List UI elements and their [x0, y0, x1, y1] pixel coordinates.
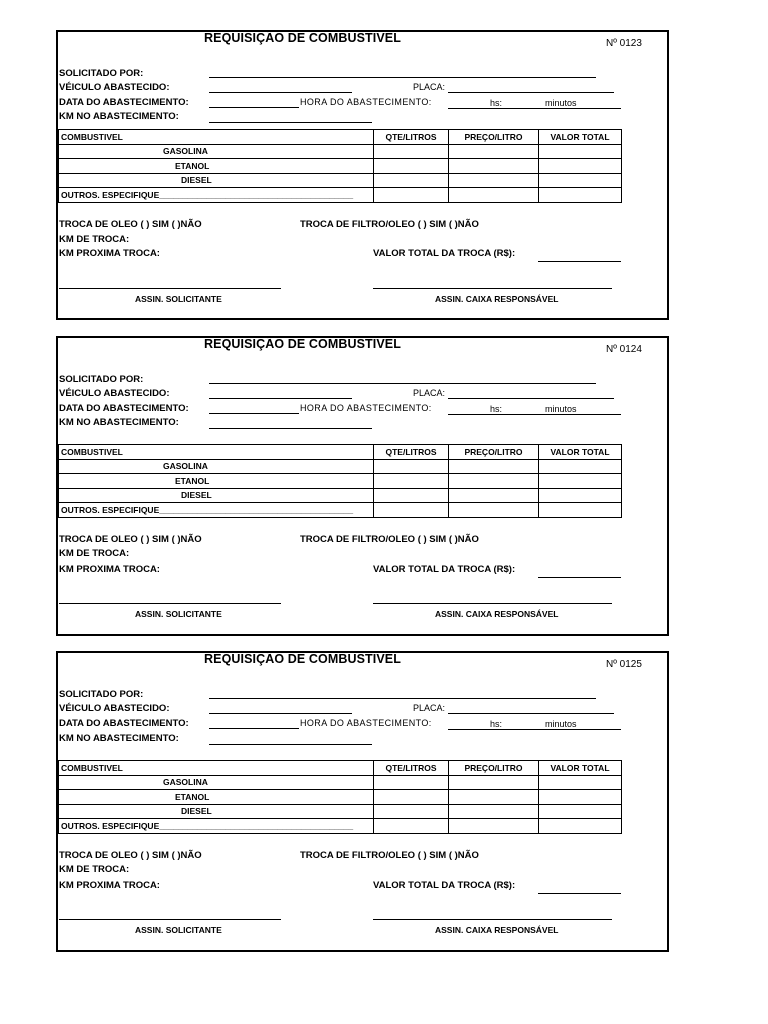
qte-cell[interactable] [374, 159, 449, 174]
placa-field[interactable] [448, 713, 614, 714]
header-combustivel: COMBUSTIVEL [59, 445, 374, 460]
fuel-gasolina: GASOLINA [163, 146, 208, 157]
qte-cell[interactable] [374, 775, 449, 790]
table-row [59, 503, 622, 518]
qte-cell[interactable] [374, 819, 449, 834]
total-cell[interactable] [539, 488, 622, 503]
total-cell[interactable] [539, 474, 622, 489]
fuel-etanol: ETANOL [175, 160, 210, 171]
veiculo-field[interactable] [209, 398, 352, 399]
data-abastecimento-label: DATA DO ABASTECIMENTO: [59, 403, 189, 414]
fuel-diesel: DIESEL [181, 806, 212, 817]
qte-cell[interactable] [374, 488, 449, 503]
qte-cell[interactable] [374, 474, 449, 489]
header-valor-total: VALOR TOTAL [539, 130, 622, 145]
solicitado-label: SOLICITADO POR: [59, 374, 144, 385]
hora-abastecimento-field[interactable] [448, 414, 621, 415]
preco-cell[interactable] [449, 188, 539, 203]
placa-field[interactable] [448, 92, 614, 93]
preco-cell[interactable] [449, 459, 539, 474]
minutos-label: minutos [545, 404, 577, 414]
header-qte-litros: QTE/LITROS [374, 761, 449, 776]
preco-cell[interactable] [449, 804, 539, 819]
preco-cell[interactable] [449, 775, 539, 790]
table-header-row [59, 445, 622, 460]
troca-filtro-label[interactable]: TROCA DE FILTRO/OLEO ( ) SIM ( )NÃO [300, 219, 479, 230]
troca-filtro-label[interactable]: TROCA DE FILTRO/OLEO ( ) SIM ( )NÃO [300, 850, 479, 861]
fuel-diesel: DIESEL [181, 175, 212, 186]
valor-troca-label: VALOR TOTAL DA TROCA (R$): [373, 248, 516, 259]
troca-oleo-label[interactable]: TROCA DE OLEO ( ) SIM ( )NÃO [59, 219, 202, 230]
solicitado-label: SOLICITADO POR: [59, 68, 144, 79]
qte-cell[interactable] [374, 188, 449, 203]
form-number: Nº 0123 [606, 38, 642, 49]
fuel-gasolina: GASOLINA [163, 461, 208, 472]
preco-cell[interactable] [449, 144, 539, 159]
table-header-row [59, 130, 622, 145]
valor-troca-label: VALOR TOTAL DA TROCA (R$): [373, 564, 516, 575]
preco-cell[interactable] [449, 503, 539, 518]
km-proxima-label: KM PROXIMA TROCA: [59, 248, 160, 259]
header-combustivel: COMBUSTIVEL [59, 761, 374, 776]
outros-especifique[interactable]: OUTROS. ESPECIFIQUE_________________________________________ [59, 819, 374, 834]
form-title: REQUISIÇÃO DE COMBUSTIVEL [204, 337, 401, 351]
preco-cell[interactable] [449, 819, 539, 834]
km-abastecimento-label: KM NO ABASTECIMENTO: [59, 733, 179, 744]
solicitado-field[interactable] [209, 77, 596, 78]
table-row [59, 819, 622, 834]
solicitado-label: SOLICITADO POR: [59, 689, 144, 700]
total-cell[interactable] [539, 503, 622, 518]
table-row [59, 159, 622, 174]
minutos-label: minutos [545, 98, 577, 108]
total-cell[interactable] [539, 790, 622, 805]
fuel-table [58, 129, 622, 203]
table-row [59, 459, 622, 474]
assin-caixa-label: ASSIN. CAIXA RESPONSÁVEL [435, 609, 559, 619]
signature-line-solicitante[interactable] [59, 603, 281, 604]
header-qte-litros: QTE/LITROS [374, 130, 449, 145]
qte-cell[interactable] [374, 459, 449, 474]
valor-troca-field[interactable] [538, 577, 621, 578]
km-proxima-label: KM PROXIMA TROCA: [59, 564, 160, 575]
signature-line-caixa[interactable] [373, 603, 612, 604]
assin-caixa-label: ASSIN. CAIXA RESPONSÁVEL [435, 294, 559, 304]
table-row [59, 775, 622, 790]
signature-line-solicitante[interactable] [59, 919, 281, 920]
km-proxima-label: KM PROXIMA TROCA: [59, 880, 160, 891]
hora-abastecimento-field[interactable] [448, 108, 621, 109]
total-cell[interactable] [539, 144, 622, 159]
hs-label: hs: [490, 719, 503, 729]
solicitado-field[interactable] [209, 383, 596, 384]
km-troca-label: KM DE TROCA: [59, 234, 130, 245]
placa-label: PLACA: [413, 388, 446, 398]
km-troca-label: KM DE TROCA: [59, 864, 130, 875]
km-abastecimento-label: KM NO ABASTECIMENTO: [59, 417, 179, 428]
troca-oleo-label[interactable]: TROCA DE OLEO ( ) SIM ( )NÃO [59, 534, 202, 545]
km-troca-label: KM DE TROCA: [59, 548, 130, 559]
outros-especifique[interactable]: OUTROS. ESPECIFIQUE_________________________________________ [59, 503, 374, 518]
fuel-etanol: ETANOL [175, 475, 210, 486]
placa-field[interactable] [448, 398, 614, 399]
total-cell[interactable] [539, 775, 622, 790]
signature-line-solicitante[interactable] [59, 288, 281, 289]
header-preco-litro: PREÇO/LITRO [449, 761, 539, 776]
header-combustivel: COMBUSTIVEL [59, 130, 374, 145]
data-abastecimento-field[interactable] [209, 107, 299, 108]
fuel-etanol: ETANOL [175, 791, 210, 802]
table-row [59, 144, 622, 159]
veiculo-label: VÉICULO ABASTECIDO: [59, 703, 170, 714]
veiculo-label: VÉICULO ABASTECIDO: [59, 388, 170, 399]
valor-troca-field[interactable] [538, 261, 621, 262]
header-valor-total: VALOR TOTAL [539, 761, 622, 776]
preco-cell[interactable] [449, 488, 539, 503]
troca-oleo-label[interactable]: TROCA DE OLEO ( ) SIM ( )NÃO [59, 850, 202, 861]
fuel-gasolina: GASOLINA [163, 777, 208, 788]
fuel-table [58, 444, 622, 518]
fuel-requisition-form [56, 336, 669, 636]
hora-abastecimento-label: HORA DO ABASTECIMENTO: [300, 403, 432, 413]
total-cell[interactable] [539, 819, 622, 834]
km-abastecimento-label: KM NO ABASTECIMENTO: [59, 111, 179, 122]
preco-cell[interactable] [449, 790, 539, 805]
hora-abastecimento-label: HORA DO ABASTECIMENTO: [300, 97, 432, 107]
form-number: Nº 0124 [606, 344, 642, 355]
fuel-requisition-form [56, 30, 669, 320]
qte-cell[interactable] [374, 804, 449, 819]
header-preco-litro: PREÇO/LITRO [449, 130, 539, 145]
form-title: REQUISIÇÃO DE COMBUSTIVEL [204, 652, 401, 666]
hs-label: hs: [490, 404, 503, 414]
assin-solicitante-label: ASSIN. SOLICITANTE [135, 609, 222, 619]
assin-solicitante-label: ASSIN. SOLICITANTE [135, 925, 222, 935]
table-row [59, 188, 622, 203]
signature-line-caixa[interactable] [373, 288, 612, 289]
header-valor-total: VALOR TOTAL [539, 445, 622, 460]
header-preco-litro: PREÇO/LITRO [449, 445, 539, 460]
veiculo-field[interactable] [209, 92, 352, 93]
outros-especifique[interactable]: OUTROS. ESPECIFIQUE_________________________________________ [59, 188, 374, 203]
qte-cell[interactable] [374, 144, 449, 159]
minutos-label: minutos [545, 719, 577, 729]
km-abastecimento-field[interactable] [209, 744, 372, 745]
hora-abastecimento-field[interactable] [448, 729, 621, 730]
total-cell[interactable] [539, 804, 622, 819]
veiculo-label: VÉICULO ABASTECIDO: [59, 82, 170, 93]
form-title: REQUISIÇÃO DE COMBUSTIVEL [204, 31, 401, 45]
placa-label: PLACA: [413, 82, 446, 92]
veiculo-field[interactable] [209, 713, 352, 714]
qte-cell[interactable] [374, 790, 449, 805]
table-row [59, 173, 622, 188]
qte-cell[interactable] [374, 503, 449, 518]
valor-troca-label: VALOR TOTAL DA TROCA (R$): [373, 880, 516, 891]
km-abastecimento-field[interactable] [209, 122, 372, 123]
solicitado-field[interactable] [209, 698, 596, 699]
total-cell[interactable] [539, 188, 622, 203]
troca-filtro-label[interactable]: TROCA DE FILTRO/OLEO ( ) SIM ( )NÃO [300, 534, 479, 545]
preco-cell[interactable] [449, 159, 539, 174]
data-abastecimento-field[interactable] [209, 728, 299, 729]
total-cell[interactable] [539, 173, 622, 188]
preco-cell[interactable] [449, 173, 539, 188]
table-header-row [59, 761, 622, 776]
total-cell[interactable] [539, 459, 622, 474]
placa-label: PLACA: [413, 703, 446, 713]
table-row [59, 488, 622, 503]
table-row [59, 804, 622, 819]
form-number: Nº 0125 [606, 659, 642, 670]
fuel-requisition-form [56, 651, 669, 952]
data-abastecimento-field[interactable] [209, 413, 299, 414]
header-qte-litros: QTE/LITROS [374, 445, 449, 460]
fuel-diesel: DIESEL [181, 490, 212, 501]
fuel-table [58, 760, 622, 834]
qte-cell[interactable] [374, 173, 449, 188]
valor-troca-field[interactable] [538, 893, 621, 894]
total-cell[interactable] [539, 159, 622, 174]
assin-solicitante-label: ASSIN. SOLICITANTE [135, 294, 222, 304]
km-abastecimento-field[interactable] [209, 428, 372, 429]
hora-abastecimento-label: HORA DO ABASTECIMENTO: [300, 718, 432, 728]
table-row [59, 790, 622, 805]
table-row [59, 474, 622, 489]
data-abastecimento-label: DATA DO ABASTECIMENTO: [59, 718, 189, 729]
signature-line-caixa[interactable] [373, 919, 612, 920]
data-abastecimento-label: DATA DO ABASTECIMENTO: [59, 97, 189, 108]
assin-caixa-label: ASSIN. CAIXA RESPONSÁVEL [435, 925, 559, 935]
hs-label: hs: [490, 98, 503, 108]
preco-cell[interactable] [449, 474, 539, 489]
